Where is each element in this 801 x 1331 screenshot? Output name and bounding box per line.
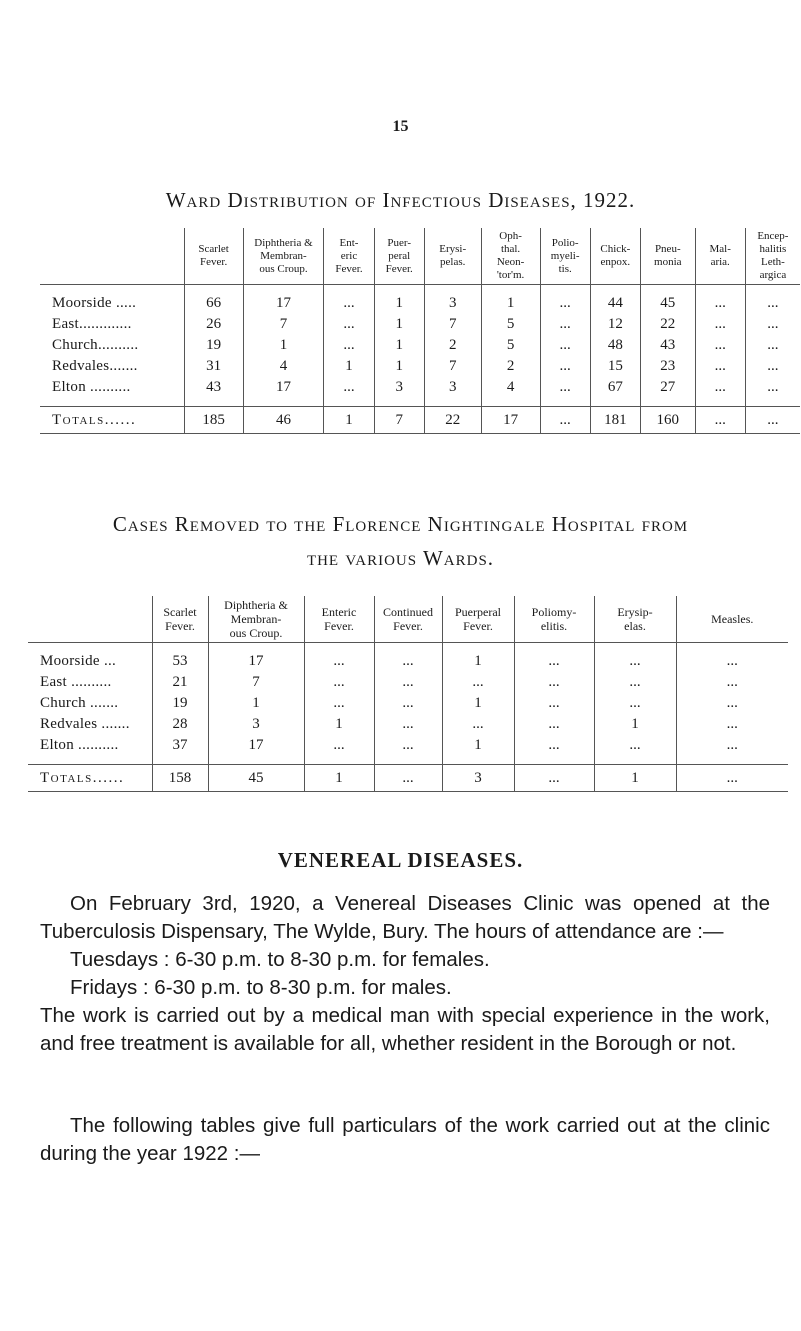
column-header [640, 228, 695, 285]
ward-distribution-title: Ward Distribution of Infectious Diseases, 1922. [165, 188, 636, 212]
column-header [374, 228, 424, 285]
column-header-line: Continued [383, 605, 433, 619]
table-cell: 1 [442, 651, 514, 672]
table-cell: ... [695, 407, 745, 434]
table-cell: 1 [374, 293, 424, 314]
column-header-line: Fever. [335, 262, 363, 275]
table-cell: 46 [243, 407, 324, 434]
column-header-line: Mal- [709, 243, 731, 255]
totals-row [40, 407, 800, 434]
column-header-line: argica [759, 269, 787, 281]
table-cell: ... [514, 714, 594, 735]
table-cell: ... [514, 651, 594, 672]
column-header [676, 596, 788, 643]
table-cell: ... [695, 314, 745, 335]
table-cell: ... [540, 314, 590, 335]
table-cell: 3 [442, 765, 514, 792]
table-cell: ... [745, 407, 800, 434]
table-cell: 67 [590, 377, 640, 398]
column-header-line: thal. [500, 243, 521, 255]
column-header [424, 228, 481, 285]
column-header-line: Membran- [260, 249, 307, 262]
column-header-line: tis. [558, 262, 572, 275]
table-row [28, 693, 788, 714]
table-cell: 26 [184, 314, 243, 335]
table-cell: 5 [481, 335, 540, 356]
table-cell: 1 [442, 735, 514, 756]
table-cell: 3 [208, 714, 304, 735]
table-cell: ... [304, 672, 374, 693]
table-cell: ... [304, 651, 374, 672]
table-cell: ... [676, 765, 788, 792]
column-header-line: Puer- [387, 236, 411, 249]
table-cell: 1 [324, 356, 374, 377]
column-header-line: halitis [759, 243, 787, 255]
column-header-line: Pneu- [654, 243, 681, 255]
table-cell: 2 [424, 335, 481, 356]
column-header-line: Encep- [757, 230, 789, 242]
column-header-line: Fever. [165, 619, 195, 633]
table-cell: 4 [243, 356, 324, 377]
column-header-line: Measles. [711, 612, 754, 626]
column-header-line: Scarlet [198, 243, 229, 255]
ward-name: East .......... [40, 674, 112, 690]
table-cell: ... [514, 672, 594, 693]
table-cell: ... [594, 693, 676, 714]
table-cell: 1 [374, 356, 424, 377]
table-cell: 185 [184, 407, 243, 434]
table-cell: ... [324, 377, 374, 398]
column-header [745, 228, 800, 285]
table-cell: 19 [152, 693, 208, 714]
column-header-line: eric [340, 249, 358, 262]
column-header [304, 596, 374, 643]
column-header-line: myeli- [550, 249, 580, 262]
column-header [514, 596, 594, 643]
column-header-line: peral [388, 249, 411, 262]
table-row [28, 672, 788, 693]
column-header-line: Enteric [321, 605, 357, 619]
table-cell: ... [676, 693, 788, 714]
column-header-line: Fever. [463, 619, 493, 633]
table-cell: ... [594, 651, 676, 672]
table-cell: 22 [424, 407, 481, 434]
table-cell: ... [374, 714, 442, 735]
table-cell: 66 [184, 293, 243, 314]
table-cell: 3 [424, 377, 481, 398]
table-cell: 45 [208, 765, 304, 792]
table-cell: 7 [208, 672, 304, 693]
table-cell: ... [374, 765, 442, 792]
column-header-line: aria. [710, 256, 730, 268]
table-cell: ... [540, 377, 590, 398]
table-cell: 1 [208, 693, 304, 714]
column-header [481, 228, 540, 285]
ward-name: Church ....... [40, 695, 119, 711]
clinic-opening-paragraph: On February 3rd, 1920, a Venereal Diseases Clinic was opened at the Tuberculosis Dispensary, The Wylde, Bury. The hours of attendance are :— [40, 892, 770, 943]
table-cell: ... [594, 735, 676, 756]
table-cell: 1 [243, 335, 324, 356]
table-cell: ... [540, 407, 590, 434]
table-cell: 3 [374, 377, 424, 398]
table-cell: ... [594, 672, 676, 693]
table-cell: 158 [152, 765, 208, 792]
column-header-line: 'tor'm. [496, 269, 525, 281]
column-header [695, 228, 745, 285]
column-header-line: Scarlet [163, 605, 197, 619]
column-header [540, 228, 590, 285]
column-header-line: Polio- [551, 236, 579, 249]
table-cell: ... [514, 693, 594, 714]
table-cell: ... [514, 735, 594, 756]
table-cell: 48 [590, 335, 640, 356]
table-cell: ... [374, 651, 442, 672]
column-header-line: pelas. [440, 256, 466, 268]
table-cell: ... [540, 356, 590, 377]
table-cell: 7 [243, 314, 324, 335]
table-row [40, 293, 800, 314]
table-cell: ... [374, 693, 442, 714]
ward-name: Elton .......... [52, 379, 131, 395]
table-cell: ... [540, 335, 590, 356]
column-header-line: Oph- [499, 230, 522, 242]
table-cell: 21 [152, 672, 208, 693]
table-cell: 43 [640, 335, 695, 356]
table-cell: ... [745, 314, 800, 335]
table-cell: 28 [152, 714, 208, 735]
table-cell: ... [324, 293, 374, 314]
table-cell: ... [324, 314, 374, 335]
table-row [28, 651, 788, 672]
ward-name: Church.......... [52, 337, 139, 353]
cases-removed-title-line1: Cases Removed to the Florence Nightingale Hospital from [112, 512, 689, 536]
column-header-line: Erysi- [439, 243, 467, 255]
table-cell: ... [540, 293, 590, 314]
table-cell: 44 [590, 293, 640, 314]
column-header [152, 596, 208, 643]
column-header-line: Leth- [760, 256, 785, 268]
totals-label: Totals...... [40, 407, 184, 434]
table-row [40, 356, 800, 377]
table-cell: 1 [594, 765, 676, 792]
ward-name: East............. [52, 316, 132, 332]
ward-distribution-table [40, 228, 800, 434]
table-cell: ... [745, 335, 800, 356]
column-header-line: enpox. [600, 256, 631, 268]
table-cell: 37 [152, 735, 208, 756]
totals-label: Totals...... [28, 765, 152, 792]
column-header-line: monia [654, 256, 682, 268]
table-cell: ... [745, 356, 800, 377]
table-cell: 2 [481, 356, 540, 377]
table-cell: 31 [184, 356, 243, 377]
column-header [184, 228, 243, 285]
table-cell: 7 [424, 356, 481, 377]
table-cell: ... [676, 735, 788, 756]
table-cell: ... [695, 356, 745, 377]
table-cell: ... [745, 377, 800, 398]
venereal-clinic-text [40, 890, 770, 1058]
column-header [374, 596, 442, 643]
table-row [40, 314, 800, 335]
table-cell: ... [514, 765, 594, 792]
table-cell: ... [676, 651, 788, 672]
table-cell: 1 [594, 714, 676, 735]
cases-removed-table [28, 596, 788, 792]
table-cell: 27 [640, 377, 695, 398]
table-row [28, 714, 788, 735]
ward-name: Moorside ..... [52, 295, 137, 311]
table-cell: ... [374, 672, 442, 693]
table-cell: 7 [424, 314, 481, 335]
table-cell: 17 [481, 407, 540, 434]
header-corner [40, 228, 184, 285]
table-cell: 1 [304, 714, 374, 735]
cases-removed-title-line2: the various Wards. [306, 546, 495, 570]
column-header-line: Chick- [600, 243, 631, 255]
venereal-diseases-title: VENEREAL DISEASES. [277, 848, 524, 872]
table-cell: ... [304, 735, 374, 756]
table-cell: 4 [481, 377, 540, 398]
column-header-line: elas. [624, 619, 646, 633]
column-header [442, 596, 514, 643]
ward-name: Elton .......... [40, 737, 119, 753]
table-cell: 17 [243, 293, 324, 314]
column-header-line: ous Croup. [229, 626, 283, 640]
table-cell: 23 [640, 356, 695, 377]
column-header-line: Erysip- [617, 605, 653, 619]
table-cell: 22 [640, 314, 695, 335]
table-cell: ... [442, 714, 514, 735]
table-cell: 5 [481, 314, 540, 335]
table-row [40, 377, 800, 398]
table-cell: ... [676, 672, 788, 693]
column-header-line: Puerperal [455, 605, 501, 619]
column-header-line: Ent- [339, 236, 359, 249]
table-cell: 1 [324, 407, 374, 434]
table-cell: 17 [243, 377, 324, 398]
table-cell: ... [676, 714, 788, 735]
table-cell: 1 [442, 693, 514, 714]
column-header [208, 596, 304, 643]
table-cell: 12 [590, 314, 640, 335]
table-cell: 1 [481, 293, 540, 314]
friday-hours: Fridays : 6-30 p.m. to 8-30 p.m. for males. [70, 976, 452, 999]
table-cell: ... [324, 335, 374, 356]
table-row [40, 335, 800, 356]
column-header [594, 596, 676, 643]
column-header-line: elitis. [540, 619, 568, 633]
table-cell: 7 [374, 407, 424, 434]
table-cell: 1 [304, 765, 374, 792]
page-number: 15 [392, 118, 409, 135]
table-cell: 45 [640, 293, 695, 314]
table-cell: 160 [640, 407, 695, 434]
tuesday-hours: Tuesdays : 6-30 p.m. to 8-30 p.m. for females. [70, 948, 490, 971]
table-cell: ... [695, 335, 745, 356]
table-cell: 43 [184, 377, 243, 398]
table-row [28, 735, 788, 756]
totals-row [28, 765, 788, 792]
ward-name: Moorside ... [40, 653, 117, 669]
table-cell: ... [745, 293, 800, 314]
column-header-line: Diphtheria & [254, 236, 313, 249]
table-cell: 19 [184, 335, 243, 356]
column-header-line: Neon- [496, 256, 525, 268]
ward-name: Redvales ....... [40, 716, 130, 732]
column-header-line: Fever. [385, 262, 413, 275]
table-cell: 181 [590, 407, 640, 434]
clinic-work-paragraph: The work is carried out by a medical man with special experience in the work, and free treatment is available for all, whether resident in the Borough or not. [40, 1004, 770, 1055]
column-header-line: Fever. [393, 619, 423, 633]
column-header-line: ous Croup. [259, 262, 308, 275]
ward-name: Redvales....... [52, 358, 138, 374]
column-header [590, 228, 640, 285]
column-header-line: Diphtheria & [224, 598, 288, 612]
table-cell: ... [695, 293, 745, 314]
table-cell: ... [374, 735, 442, 756]
table-cell: 17 [208, 651, 304, 672]
table-cell: 53 [152, 651, 208, 672]
column-header-line: Membran- [230, 612, 282, 626]
table-cell: 15 [590, 356, 640, 377]
table-cell: ... [442, 672, 514, 693]
table-cell: 17 [208, 735, 304, 756]
header-corner [28, 596, 152, 643]
column-header-line: Fever. [200, 256, 228, 268]
table-cell: ... [695, 377, 745, 398]
column-header [243, 228, 324, 285]
table-cell: 3 [424, 293, 481, 314]
column-header-line: Poliomy- [531, 605, 577, 619]
table-cell: ... [304, 693, 374, 714]
following-tables-paragraph: The following tables give full particulars of the work carried out at the clinic during the year 1922 :— [40, 1114, 770, 1165]
table-cell: 1 [374, 314, 424, 335]
column-header [324, 228, 374, 285]
column-header-line: Fever. [324, 619, 354, 633]
table-cell: 1 [374, 335, 424, 356]
following-tables-text [40, 1112, 770, 1168]
